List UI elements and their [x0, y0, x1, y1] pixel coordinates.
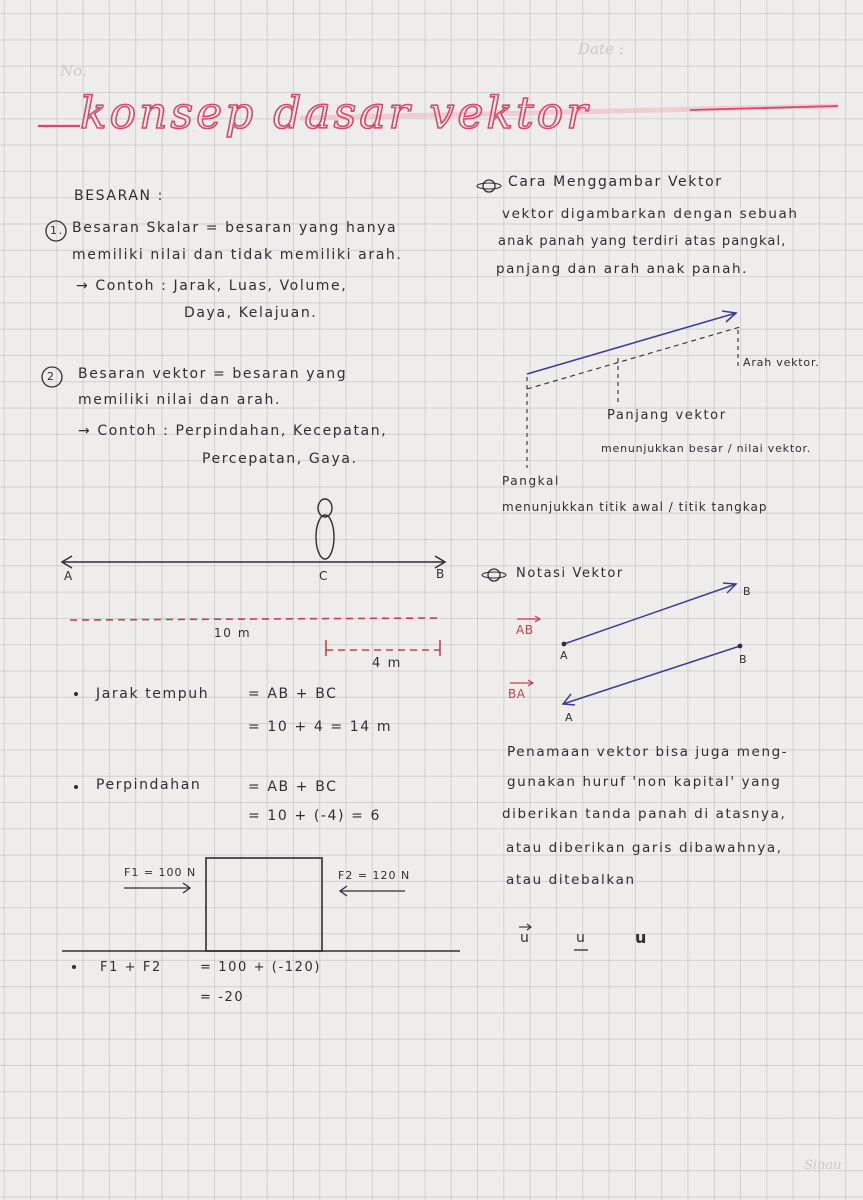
perp-eq1: = AB + BC — [248, 779, 338, 795]
u-underline-notation: u — [576, 930, 587, 946]
pangkal-line2: menunjukkan titik awal / titik tangkap — [502, 500, 768, 514]
planet-bullet-icon — [477, 180, 501, 192]
nama-line4: atau diberikan garis dibawahnya, — [506, 840, 783, 856]
cara-line3: panjang dan arah anak panah. — [496, 261, 748, 277]
vector-arrow — [527, 313, 736, 374]
nama-line2: gunakan huruf 'non kapital' yang — [507, 774, 782, 790]
date-label: Date : — [578, 40, 624, 58]
dist-10m-line — [70, 618, 442, 620]
force-box — [206, 858, 322, 951]
dist-4m-label: 4 m — [372, 656, 402, 671]
nama-line3: diberikan tanda panah di atasnya, — [502, 806, 787, 822]
ba-vector-label: BA — [508, 687, 526, 701]
sum-label: F1 + F2 — [100, 960, 162, 975]
cara-heading: Cara Menggambar Vektor — [508, 174, 723, 190]
cara-line2: anak panah yang terdiri atas pangkal, — [498, 234, 787, 249]
jarak-label: Jarak tempuh — [96, 686, 210, 702]
panjang-line1: Panjang vektor — [607, 408, 727, 423]
panjang-line2: menunjukkan besar / nilai vektor. — [601, 442, 812, 455]
no-label: No. — [60, 62, 87, 80]
notasi-heading: Notasi Vektor — [516, 566, 624, 581]
vector-ab — [564, 584, 736, 644]
page-title: konsep dasar vektor — [80, 88, 591, 139]
person-figure — [316, 499, 334, 559]
item1-line1: Besaran Skalar = besaran yang hanya — [72, 220, 398, 236]
item2-example2: Percepatan, Gaya. — [202, 451, 358, 467]
point-c-label: C — [319, 569, 329, 583]
sum-eq2: = -20 — [200, 990, 245, 1005]
item2-line2: memiliki nilai dan arah. — [78, 392, 282, 408]
item1-example2: Daya, Kelajuan. — [184, 305, 318, 321]
vector-ba — [563, 646, 740, 704]
item2-number: 2 — [47, 370, 56, 383]
point-a-label: A — [64, 569, 74, 583]
perp-eq2: = 10 + (-4) = 6 — [248, 808, 382, 824]
jarak-eq1: = AB + BC — [248, 686, 338, 702]
nama-line1: Penamaan vektor bisa juga meng- — [507, 744, 789, 760]
besaran-heading: BESARAN : — [74, 188, 164, 204]
f2-label: F2 = 120 N — [338, 869, 411, 882]
notasi-b-bottom: B — [739, 653, 749, 666]
planet-bullet-icon-2 — [482, 569, 506, 581]
point-b-label: B — [436, 567, 446, 581]
cara-line1: vektor digambarkan dengan sebuah — [502, 206, 799, 222]
notasi-a-bottom: A — [565, 711, 575, 724]
notasi-a-top: A — [560, 649, 570, 662]
u-arrow-notation: u — [520, 930, 531, 946]
nama-line5: atau ditebalkan — [506, 872, 636, 888]
item2-line1: Besaran vektor = besaran yang — [78, 366, 348, 382]
jarak-eq2: = 10 + 4 = 14 m — [248, 719, 393, 735]
footer-mark: Sinau — [804, 1158, 842, 1173]
item1-example1: → Contoh : Jarak, Luas, Volume, — [76, 278, 348, 294]
item1-number: 1. — [50, 224, 64, 237]
dist-10m-label: 10 m — [214, 626, 252, 640]
f1-label: F1 = 100 N — [124, 866, 197, 879]
item2-example1: → Contoh : Perpindahan, Kecepatan, — [78, 423, 388, 439]
vector-dash-guide — [527, 327, 740, 389]
pangkal-line1: Pangkal — [502, 474, 560, 488]
perp-label: Perpindahan — [96, 777, 202, 793]
sum-eq1: = 100 + (-120) — [200, 960, 322, 975]
ab-vector-label: AB — [516, 623, 534, 637]
item1-line2: memiliki nilai dan tidak memiliki arah. — [72, 247, 403, 263]
notasi-b-top: B — [743, 585, 753, 598]
u-bold-notation: u — [635, 928, 648, 947]
arah-label: Arah vektor. — [743, 356, 820, 369]
